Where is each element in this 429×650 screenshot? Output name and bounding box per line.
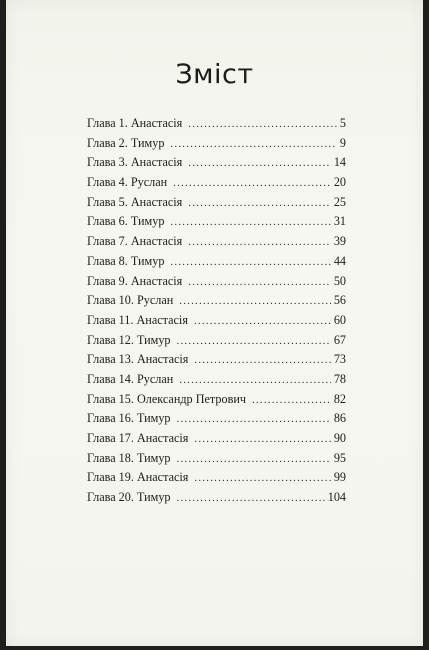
toc-dot-leader [170,216,330,228]
toc-entry [87,313,346,333]
toc-page-number: 5 [339,116,346,130]
toc-chapter-title: Глава 4. Руслан [87,175,168,190]
toc-chapter-title: Глава 17. Анастасія [87,431,189,445]
toc-chapter-title: Глава 5. Анастасія [87,194,183,209]
toc-entry [87,234,346,254]
toc-dot-leader [170,256,330,268]
toc-entry [87,451,346,471]
toc-dot-leader [177,413,331,425]
toc-chapter-title: Глава 15. Олександр Петрович [87,391,246,406]
toc-dot-leader [188,157,331,169]
toc-page-number: 78 [333,371,346,386]
toc-entry [87,293,346,313]
page-title: Зміст [175,59,254,90]
toc-dot-leader [188,276,331,288]
toc-entry [87,254,346,274]
toc-chapter-title: Глава 16. Тимур [87,411,171,426]
toc-chapter-title: Глава 10. Руслан [87,293,174,308]
toc-chapter-title: Глава 8. Тимур [87,253,165,268]
toc-chapter-title: Глава 3. Анастасія [87,155,183,170]
toc-page-number: 67 [333,332,346,347]
toc-dot-leader [179,374,331,386]
toc-chapter-title: Глава 1. Анастасія [87,116,183,130]
toc-entry [87,195,346,215]
toc-page-number: 14 [333,155,346,170]
toc-page-number: 86 [333,411,346,426]
toc-dot-leader [179,295,331,307]
toc-chapter-title: Глава 6. Тимур [87,214,165,229]
toc-entry [87,392,346,412]
toc-entry [87,175,346,195]
toc-page-number: 99 [333,470,346,485]
toc-dot-leader [194,433,330,445]
toc-page-number: 60 [333,312,346,327]
toc-dot-leader [194,315,331,327]
toc-chapter-title: Глава 13. Анастасія [87,352,189,367]
toc-page-number: 31 [333,214,346,229]
toc-page-number: 9 [339,135,346,150]
toc-dot-leader [188,197,331,209]
toc-page-number: 44 [333,253,346,268]
toc-page-number: 90 [333,431,346,445]
toc-chapter-title: Глава 19. Анастасія [87,470,189,485]
toc-entry [87,116,346,136]
toc-page-number: 104 [327,490,346,505]
table-of-contents [87,116,346,510]
toc-entry [87,214,346,234]
toc-entry [87,155,346,175]
toc-chapter-title: Глава 11. Анастасія [87,312,188,327]
toc-chapter-title: Глава 2. Тимур [87,135,165,150]
toc-entry [87,274,346,294]
toc-page-number: 73 [333,352,346,367]
toc-page-number: 25 [333,194,346,209]
toc-entry [87,490,346,510]
toc-entry [87,352,346,372]
toc-entry [87,136,346,156]
toc-chapter-title: Глава 9. Анастасія [87,273,183,288]
toc-dot-leader [188,236,331,248]
toc-entry [87,411,346,431]
toc-dot-leader [177,453,331,465]
toc-entry [87,470,346,490]
toc-chapter-title: Глава 7. Анастасія [87,234,183,249]
toc-dot-leader [194,472,330,484]
toc-entry [87,333,346,353]
toc-entry [87,372,346,392]
toc-dot-leader [194,354,330,366]
toc-chapter-title: Глава 20. Тимур [87,490,171,505]
toc-page-number: 39 [333,234,346,249]
toc-chapter-title: Глава 18. Тимур [87,450,171,465]
toc-page-number: 20 [333,175,346,190]
toc-page-number: 50 [333,273,346,288]
toc-entry [87,431,346,451]
toc-dot-leader [188,118,337,130]
toc-dot-leader [177,335,331,347]
toc-dot-leader [173,177,331,189]
toc-chapter-title: Глава 12. Тимур [87,332,171,347]
toc-dot-leader [177,492,325,504]
toc-page-number: 95 [333,450,346,465]
toc-page-number: 82 [333,391,346,406]
toc-chapter-title: Глава 14. Руслан [87,371,174,386]
toc-dot-leader [252,394,331,406]
toc-dot-leader [170,138,336,150]
toc-page-number: 56 [333,293,346,308]
